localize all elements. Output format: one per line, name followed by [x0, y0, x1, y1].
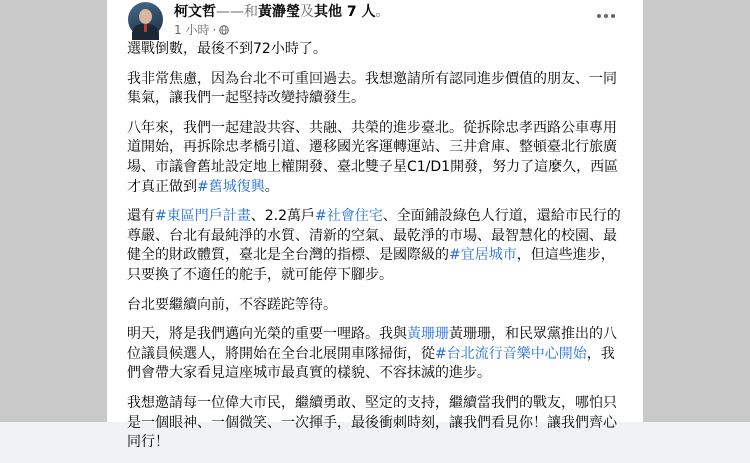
hashtag-link[interactable]: #東區門戶計畫: [155, 208, 251, 225]
author-name[interactable]: 柯文哲: [174, 4, 216, 20]
post-body: [127, 40, 622, 463]
paragraph-6: 明天，將是我們邁向光榮的重要一哩路。我與黃珊珊黃珊珊，和民眾黨推出的八位議員候選人，將開始在全台北展開車隊掃街，從#台北流行音樂中心開始，我們會帶大家看見這座城市最真實的樣貌、不容抹滅的進步。: [127, 326, 617, 382]
post-meta: [174, 22, 229, 38]
meta-separator: ·: [212, 23, 217, 37]
paragraph-4: 還有#東區門戶計畫、2.2萬戶#社會住宅、全面鋪設綠色人行道，還給市民行的尊嚴、台北有最純淨的水質、清新的空氣、最乾淨的市場、最智慧化的校園、最健全的財政體質，臺北是全台灣的指標、是國際級的#宜居城市，但這些進步，只要換了不適任的舵手，就可能停下腳步。: [127, 208, 621, 283]
mention-link[interactable]: 黃珊珊: [407, 326, 449, 343]
avatar-tie: [144, 24, 147, 32]
and-word: 及: [300, 4, 314, 20]
avatar-face: [139, 9, 152, 24]
hashtag-link[interactable]: #宜居城市: [449, 247, 517, 264]
with-connector: ——和: [216, 4, 258, 20]
header-period: 。: [375, 4, 390, 20]
more-options-button[interactable]: [593, 6, 619, 26]
hashtag-link[interactable]: #社會住宅: [315, 208, 383, 225]
tagged-person[interactable]: 黃瀞瑩: [258, 4, 300, 20]
globe-icon: [219, 25, 229, 35]
post-time[interactable]: 1 小時: [174, 23, 210, 37]
post-header: [174, 3, 390, 21]
right-gray-bar: [643, 0, 750, 422]
paragraph-1: 選戰倒數，最後不到72小時了。: [127, 41, 327, 57]
paragraph-7: 我想邀請每一位偉大市民，繼續勇敢、堅定的支持，繼續當我們的戰友，哪怕只是一個眼神、一個微笑、一次揮手，最後衝刺時刻，讓我們看見你！讓我們齊心同行！: [127, 394, 617, 451]
hashtag-link[interactable]: #台北流行音樂中心開始: [435, 345, 587, 362]
facebook-post: [107, 0, 643, 451]
paragraph-3: 八年來，我們一起建設共容、共融、共榮的進步臺北。從拆除忠孝西路公車專用道開始，再拆除忠孝橋引道、遷移國光客運轉運站、三井倉庫、整頓臺北行旅廣場、市議會舊址設定地上權開發、臺北雙子星C1/D1開發，努力了這麼久，西區才真正做到#舊城復興。: [127, 119, 619, 195]
more-dots-icon: [597, 14, 601, 18]
hashtag-link[interactable]: #舊城復興: [197, 178, 265, 195]
others-link[interactable]: 其他 7 人: [314, 4, 376, 20]
paragraph-2: 我非常焦慮，因為台北不可重回過去。我想邀請所有認同進步價值的朋友、一同集氣，讓我們一起堅持改變持續發生。: [127, 70, 617, 107]
left-gray-bar: [0, 0, 107, 422]
paragraph-5: 台北要繼續向前，不容蹉跎等待。: [127, 296, 337, 313]
author-avatar[interactable]: [128, 2, 163, 37]
